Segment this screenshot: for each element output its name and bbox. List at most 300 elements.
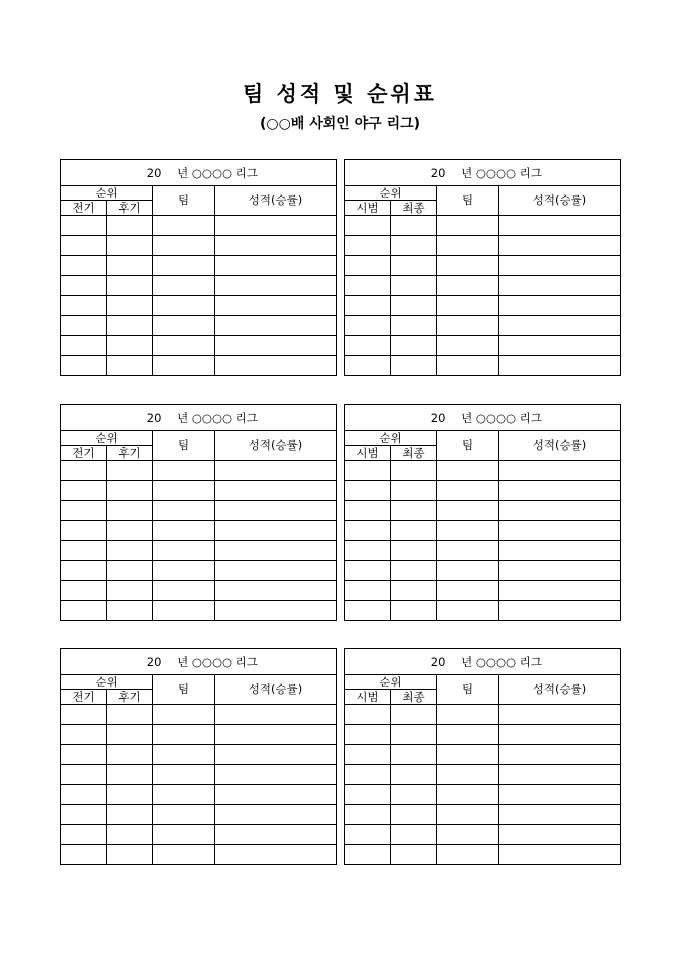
rank-first-cell[interactable] <box>345 276 391 296</box>
rank-second-cell[interactable] <box>391 276 437 296</box>
team-header: 팀 <box>153 675 215 705</box>
rank-header: 순위 <box>61 431 153 446</box>
rank-first-cell[interactable] <box>61 785 107 805</box>
team-cell[interactable] <box>437 501 499 521</box>
rank-second-cell[interactable] <box>107 845 153 865</box>
team-cell[interactable] <box>153 316 215 336</box>
year-suffix: 년 <box>177 165 189 180</box>
rank-col-second: 후기 <box>107 201 153 216</box>
ranking-table <box>344 404 621 621</box>
record-cell[interactable] <box>215 336 337 356</box>
table-row <box>61 501 337 521</box>
rank-second-cell[interactable] <box>107 216 153 236</box>
table-row <box>345 356 621 376</box>
record-header: 성적(승률) <box>215 431 337 461</box>
rank-second-cell[interactable] <box>391 725 437 745</box>
team-cell[interactable] <box>437 336 499 356</box>
rank-first-cell[interactable] <box>345 785 391 805</box>
record-cell[interactable] <box>215 785 337 805</box>
rank-first-cell[interactable] <box>61 336 107 356</box>
record-cell[interactable] <box>499 256 621 276</box>
record-cell[interactable] <box>499 296 621 316</box>
table-row <box>61 825 337 845</box>
rank-first-cell[interactable] <box>345 481 391 501</box>
team-cell[interactable] <box>153 481 215 501</box>
record-cell[interactable] <box>499 825 621 845</box>
record-cell[interactable] <box>499 745 621 765</box>
team-cell[interactable] <box>437 236 499 256</box>
rank-first-cell[interactable] <box>61 276 107 296</box>
table-title <box>61 649 337 675</box>
rank-header: 순위 <box>345 675 437 690</box>
table-row <box>61 481 337 501</box>
rank-first-cell[interactable] <box>345 356 391 376</box>
record-cell[interactable] <box>215 296 337 316</box>
rank-first-cell[interactable] <box>345 705 391 725</box>
rank-second-cell[interactable] <box>391 785 437 805</box>
team-cell[interactable] <box>153 336 215 356</box>
record-cell[interactable] <box>215 725 337 745</box>
team-cell[interactable] <box>153 521 215 541</box>
rank-second-cell[interactable] <box>391 561 437 581</box>
record-cell[interactable] <box>215 561 337 581</box>
rank-second-cell[interactable] <box>107 785 153 805</box>
table-row <box>61 581 337 601</box>
rank-col-first: 시범 <box>345 201 391 216</box>
team-cell[interactable] <box>437 601 499 621</box>
record-cell[interactable] <box>499 845 621 865</box>
table-row <box>345 845 621 865</box>
table-row <box>345 785 621 805</box>
rank-first-cell[interactable] <box>345 765 391 785</box>
team-cell[interactable] <box>437 356 499 376</box>
table-row <box>61 785 337 805</box>
team-cell[interactable] <box>153 461 215 481</box>
team-cell[interactable] <box>437 825 499 845</box>
rank-first-cell[interactable] <box>345 745 391 765</box>
table-row <box>61 236 337 256</box>
rank-first-cell[interactable] <box>345 825 391 845</box>
table-row <box>345 336 621 356</box>
table-row <box>61 705 337 725</box>
record-cell[interactable] <box>215 356 337 376</box>
record-cell[interactable] <box>499 216 621 236</box>
team-cell[interactable] <box>437 561 499 581</box>
rank-second-cell[interactable] <box>107 356 153 376</box>
rank-second-cell[interactable] <box>391 541 437 561</box>
team-cell[interactable] <box>153 845 215 865</box>
rank-first-cell[interactable] <box>61 725 107 745</box>
table-row <box>345 501 621 521</box>
year-prefix: 20 <box>430 165 446 180</box>
table-title <box>61 160 337 186</box>
table-row <box>61 276 337 296</box>
team-cell[interactable] <box>437 725 499 745</box>
record-cell[interactable] <box>499 336 621 356</box>
rank-first-cell[interactable] <box>345 725 391 745</box>
rank-second-cell[interactable] <box>107 256 153 276</box>
table-row <box>61 541 337 561</box>
rank-first-cell[interactable] <box>345 216 391 236</box>
rank-first-cell[interactable] <box>61 765 107 785</box>
rank-second-cell[interactable] <box>107 461 153 481</box>
record-cell[interactable] <box>499 461 621 481</box>
team-cell[interactable] <box>437 216 499 236</box>
team-header: 팀 <box>437 675 499 705</box>
record-cell[interactable] <box>499 276 621 296</box>
table-row <box>61 521 337 541</box>
rank-second-cell[interactable] <box>107 601 153 621</box>
team-cell[interactable] <box>437 541 499 561</box>
rank-col-first: 전기 <box>61 446 107 461</box>
rank-col-second: 최종 <box>391 446 437 461</box>
rank-second-cell[interactable] <box>107 581 153 601</box>
rank-second-cell[interactable] <box>391 601 437 621</box>
record-cell[interactable] <box>215 481 337 501</box>
record-cell[interactable] <box>215 705 337 725</box>
record-cell[interactable] <box>499 561 621 581</box>
rank-first-cell[interactable] <box>345 805 391 825</box>
rank-first-cell[interactable] <box>61 356 107 376</box>
record-cell[interactable] <box>215 601 337 621</box>
table-row <box>61 765 337 785</box>
rank-second-cell[interactable] <box>107 705 153 725</box>
table-row <box>61 316 337 336</box>
rank-col-second: 최종 <box>391 201 437 216</box>
rank-second-cell[interactable] <box>391 356 437 376</box>
record-cell[interactable] <box>499 705 621 725</box>
team-cell[interactable] <box>153 356 215 376</box>
table-row <box>345 521 621 541</box>
team-cell[interactable] <box>437 845 499 865</box>
rank-col-first: 전기 <box>61 690 107 705</box>
table-row <box>345 601 621 621</box>
ranking-table <box>60 648 337 865</box>
rank-second-cell[interactable] <box>391 845 437 865</box>
rank-second-cell[interactable] <box>107 481 153 501</box>
table-title <box>345 405 621 431</box>
table-row <box>345 561 621 581</box>
year-prefix: 20 <box>146 165 162 180</box>
table-row <box>345 541 621 561</box>
rank-second-cell[interactable] <box>391 521 437 541</box>
year-prefix: 20 <box>430 654 446 669</box>
table-title <box>345 649 621 675</box>
rank-col-first: 전기 <box>61 201 107 216</box>
rank-second-cell[interactable] <box>391 765 437 785</box>
record-cell[interactable] <box>215 316 337 336</box>
table-row <box>345 725 621 745</box>
team-header: 팀 <box>437 186 499 216</box>
rank-second-cell[interactable] <box>107 336 153 356</box>
team-cell[interactable] <box>153 236 215 256</box>
table-row <box>61 461 337 481</box>
year-suffix: 년 <box>461 654 473 669</box>
team-cell[interactable] <box>437 481 499 501</box>
table-title <box>345 160 621 186</box>
rank-first-cell[interactable] <box>61 501 107 521</box>
rank-first-cell[interactable] <box>345 601 391 621</box>
rank-first-cell[interactable] <box>61 561 107 581</box>
rank-first-cell[interactable] <box>61 601 107 621</box>
page-subtitle: (○○배 사회인 야구 리그) <box>259 116 421 132</box>
record-cell[interactable] <box>499 356 621 376</box>
team-cell[interactable] <box>437 256 499 276</box>
rank-first-cell[interactable] <box>61 581 107 601</box>
record-cell[interactable] <box>499 581 621 601</box>
rank-second-cell[interactable] <box>107 316 153 336</box>
rank-col-second: 최종 <box>391 690 437 705</box>
rank-first-cell[interactable] <box>61 805 107 825</box>
rank-second-cell[interactable] <box>391 501 437 521</box>
table-row <box>345 256 621 276</box>
rank-first-cell[interactable] <box>61 236 107 256</box>
record-cell[interactable] <box>215 825 337 845</box>
record-cell[interactable] <box>215 236 337 256</box>
team-header: 팀 <box>153 431 215 461</box>
rank-second-cell[interactable] <box>107 296 153 316</box>
rank-second-cell[interactable] <box>107 561 153 581</box>
rank-col-second: 후기 <box>107 446 153 461</box>
team-cell[interactable] <box>437 581 499 601</box>
rank-second-cell[interactable] <box>107 745 153 765</box>
team-cell[interactable] <box>153 765 215 785</box>
rank-first-cell[interactable] <box>345 336 391 356</box>
team-cell[interactable] <box>153 725 215 745</box>
league-name: ○○○○ 리그 <box>191 654 258 669</box>
table-row <box>61 845 337 865</box>
team-header: 팀 <box>153 186 215 216</box>
ranking-table <box>344 159 621 376</box>
team-cell[interactable] <box>437 521 499 541</box>
rank-first-cell[interactable] <box>61 216 107 236</box>
table-row <box>61 336 337 356</box>
team-cell[interactable] <box>437 296 499 316</box>
rank-second-cell[interactable] <box>107 541 153 561</box>
rank-first-cell[interactable] <box>345 581 391 601</box>
record-cell[interactable] <box>499 725 621 745</box>
table-row <box>345 236 621 256</box>
table-row <box>345 765 621 785</box>
table-row <box>345 216 621 236</box>
rank-second-cell[interactable] <box>107 236 153 256</box>
table-title <box>61 405 337 431</box>
page-title: 팀 성적 및 순위표 <box>243 82 437 106</box>
league-name: ○○○○ 리그 <box>191 410 258 425</box>
rank-second-cell[interactable] <box>391 705 437 725</box>
team-cell[interactable] <box>153 581 215 601</box>
rank-first-cell[interactable] <box>61 705 107 725</box>
table-row <box>345 745 621 765</box>
rank-first-cell[interactable] <box>345 256 391 276</box>
rank-first-cell[interactable] <box>61 481 107 501</box>
table-row <box>345 481 621 501</box>
year-suffix: 년 <box>461 410 473 425</box>
rank-first-cell[interactable] <box>345 296 391 316</box>
table-row <box>345 296 621 316</box>
rank-first-cell[interactable] <box>345 561 391 581</box>
table-row <box>61 745 337 765</box>
rank-second-cell[interactable] <box>391 745 437 765</box>
rank-col-second: 후기 <box>107 690 153 705</box>
team-cell[interactable] <box>437 461 499 481</box>
rank-first-cell[interactable] <box>61 256 107 276</box>
rank-first-cell[interactable] <box>61 845 107 865</box>
team-cell[interactable] <box>437 765 499 785</box>
record-cell[interactable] <box>215 765 337 785</box>
record-header: 성적(승률) <box>215 186 337 216</box>
rank-first-cell[interactable] <box>345 461 391 481</box>
team-cell[interactable] <box>437 745 499 765</box>
rank-first-cell[interactable] <box>345 845 391 865</box>
rank-header: 순위 <box>61 675 153 690</box>
rank-second-cell[interactable] <box>107 521 153 541</box>
record-cell[interactable] <box>499 481 621 501</box>
team-cell[interactable] <box>153 805 215 825</box>
rank-second-cell[interactable] <box>391 581 437 601</box>
rank-first-cell[interactable] <box>61 521 107 541</box>
team-cell[interactable] <box>153 601 215 621</box>
record-cell[interactable] <box>499 501 621 521</box>
team-cell[interactable] <box>153 501 215 521</box>
record-cell[interactable] <box>215 501 337 521</box>
rank-second-cell[interactable] <box>391 256 437 276</box>
rank-first-cell[interactable] <box>345 236 391 256</box>
rank-first-cell[interactable] <box>345 541 391 561</box>
record-cell[interactable] <box>215 541 337 561</box>
table-row <box>61 256 337 276</box>
rank-second-cell[interactable] <box>391 296 437 316</box>
league-name: ○○○○ 리그 <box>475 410 542 425</box>
year-prefix: 20 <box>146 410 162 425</box>
table-row <box>345 705 621 725</box>
record-header: 성적(승률) <box>215 675 337 705</box>
record-cell[interactable] <box>215 581 337 601</box>
table-row <box>345 581 621 601</box>
team-cell[interactable] <box>437 805 499 825</box>
record-cell[interactable] <box>215 521 337 541</box>
record-cell[interactable] <box>215 216 337 236</box>
team-cell[interactable] <box>437 276 499 296</box>
record-cell[interactable] <box>499 316 621 336</box>
table-row <box>61 296 337 316</box>
rank-second-cell[interactable] <box>391 316 437 336</box>
team-cell[interactable] <box>153 745 215 765</box>
league-name: ○○○○ 리그 <box>475 654 542 669</box>
team-cell[interactable] <box>153 785 215 805</box>
record-cell[interactable] <box>215 276 337 296</box>
rank-second-cell[interactable] <box>391 236 437 256</box>
rank-first-cell[interactable] <box>61 296 107 316</box>
rank-second-cell[interactable] <box>391 805 437 825</box>
record-cell[interactable] <box>215 805 337 825</box>
rank-second-cell[interactable] <box>391 336 437 356</box>
team-cell[interactable] <box>153 216 215 236</box>
rank-col-first: 시범 <box>345 446 391 461</box>
table-row <box>61 216 337 236</box>
table-row <box>345 316 621 336</box>
team-cell[interactable] <box>153 561 215 581</box>
record-cell[interactable] <box>499 805 621 825</box>
rank-second-cell[interactable] <box>391 461 437 481</box>
rank-second-cell[interactable] <box>391 481 437 501</box>
rank-first-cell[interactable] <box>61 825 107 845</box>
table-row <box>61 561 337 581</box>
rank-second-cell[interactable] <box>107 805 153 825</box>
rank-first-cell[interactable] <box>61 316 107 336</box>
league-name: ○○○○ 리그 <box>191 165 258 180</box>
record-header: 성적(승률) <box>499 186 621 216</box>
rank-second-cell[interactable] <box>107 825 153 845</box>
table-row <box>345 805 621 825</box>
team-cell[interactable] <box>153 825 215 845</box>
team-cell[interactable] <box>437 705 499 725</box>
record-header: 성적(승률) <box>499 675 621 705</box>
record-cell[interactable] <box>499 236 621 256</box>
rank-second-cell[interactable] <box>391 216 437 236</box>
record-cell[interactable] <box>499 601 621 621</box>
rank-first-cell[interactable] <box>345 501 391 521</box>
rank-first-cell[interactable] <box>61 745 107 765</box>
ranking-table <box>60 159 337 376</box>
record-cell[interactable] <box>215 845 337 865</box>
record-cell[interactable] <box>215 256 337 276</box>
rank-first-cell[interactable] <box>345 521 391 541</box>
rank-header: 순위 <box>61 186 153 201</box>
rank-second-cell[interactable] <box>107 501 153 521</box>
team-cell[interactable] <box>153 541 215 561</box>
year-suffix: 년 <box>461 165 473 180</box>
rank-first-cell[interactable] <box>345 316 391 336</box>
rank-header: 순위 <box>345 431 437 446</box>
rank-header: 순위 <box>345 186 437 201</box>
ranking-table <box>344 648 621 865</box>
table-row <box>61 601 337 621</box>
year-prefix: 20 <box>430 410 446 425</box>
rank-col-first: 시범 <box>345 690 391 705</box>
year-prefix: 20 <box>146 654 162 669</box>
record-cell[interactable] <box>215 745 337 765</box>
record-cell[interactable] <box>499 541 621 561</box>
record-cell[interactable] <box>215 461 337 481</box>
team-cell[interactable] <box>153 276 215 296</box>
team-cell[interactable] <box>437 785 499 805</box>
record-header: 성적(승률) <box>499 431 621 461</box>
table-row <box>345 276 621 296</box>
team-cell[interactable] <box>153 705 215 725</box>
table-row <box>61 356 337 376</box>
record-cell[interactable] <box>499 785 621 805</box>
year-suffix: 년 <box>177 654 189 669</box>
rank-second-cell[interactable] <box>107 276 153 296</box>
rank-first-cell[interactable] <box>61 541 107 561</box>
team-cell[interactable] <box>437 316 499 336</box>
table-row <box>61 805 337 825</box>
team-cell[interactable] <box>153 296 215 316</box>
ranking-table <box>60 404 337 621</box>
team-cell[interactable] <box>153 256 215 276</box>
record-cell[interactable] <box>499 765 621 785</box>
rank-second-cell[interactable] <box>107 765 153 785</box>
year-suffix: 년 <box>177 410 189 425</box>
record-cell[interactable] <box>499 521 621 541</box>
rank-first-cell[interactable] <box>61 461 107 481</box>
league-name: ○○○○ 리그 <box>475 165 542 180</box>
rank-second-cell[interactable] <box>391 825 437 845</box>
rank-second-cell[interactable] <box>107 725 153 745</box>
table-row <box>345 825 621 845</box>
table-row <box>61 725 337 745</box>
